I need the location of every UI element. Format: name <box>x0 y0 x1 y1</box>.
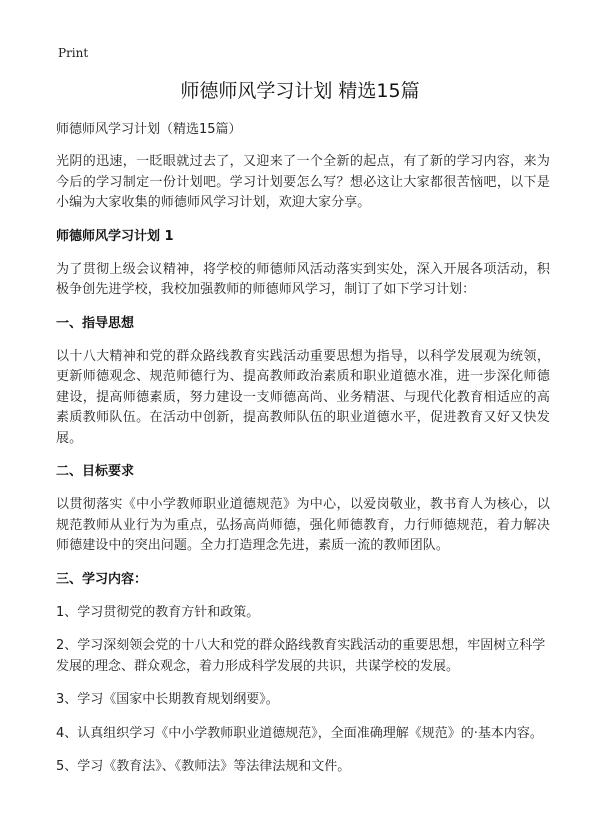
goals-heading: 二、目标要求 <box>56 464 135 479</box>
study-content-heading: 三、学习内容： <box>56 571 148 587</box>
list-item: 4、认真组织学习《中小学教师职业道德规范》，全面准确理解《规范》的·基本内容。 <box>56 725 543 741</box>
section-heading: 师德师风学习计划 1 <box>56 228 174 244</box>
list-item: 3、学习《国家中长期教育规划纲要》。 <box>56 692 279 707</box>
intro-paragraph: 光阴的迅速，一眨眼就过去了，又迎来了一个全新的起点，有了新的学习内容，来为今后的学习制定一份计划吧。学习计划要怎么写？想必这让大家都很苦恼吧，以下是小编为大家收集的师德师风学习计划，欢迎大家分享。 <box>56 154 550 210</box>
print-link[interactable]: Print <box>58 46 89 60</box>
list-item: 5、学习《教育法》、《教师法》等法律法规和文件。 <box>56 759 351 774</box>
list-item: 2、学习深刻领会党的十八大和党的群众路线教育实践活动的重要思想，牢固树立科学发展的理念、群众观念，着力形成科学发展的共识，共谋学校的发展。 <box>56 638 546 674</box>
document-body <box>56 120 550 791</box>
goals-paragraph: 以贯彻落实《中小学教师职业道德规范》为中心，以爱岗敬业，教书育人为核心，以规范教师从业行为为重点，弘扬高尚师德，强化师德教育，力行师德规范，着力解决师德建设中的突出问题。全力打造理念先进，素质一流的教师团队。 <box>56 497 550 553</box>
page-title: 师德师风学习计划 精选15篇 <box>180 80 420 102</box>
list-item: 1、学习贯彻党的教育方针和政策。 <box>56 604 260 620</box>
document-subtitle: 师德师风学习计划（精选15篇） <box>56 122 242 137</box>
guiding-thought-heading: 一、指导思想 <box>56 315 135 331</box>
guiding-thought-paragraph: 以十八大精神和党的群众路线教育实践活动重要思想为指导，以科学发展观为统领，更新师德观念、规范师德行为、提高教师政治素质和职业道德水准，进一步深化师德建设，提高师德素质，努力建设一支师德高尚、业务精湛、与现代化教育相适应的高素质教师队伍。在活动中创新，提高教师队伍的职业道德水平，促进教育又好又快发展。 <box>56 348 550 446</box>
section-intro-paragraph: 为了贯彻上级会议精神，将学校的师德师风活动落实到实处，深入开展各项活动，积极争创先进学校，我校加强教师的师德师风学习，制订了如下学习计划： <box>56 261 550 297</box>
